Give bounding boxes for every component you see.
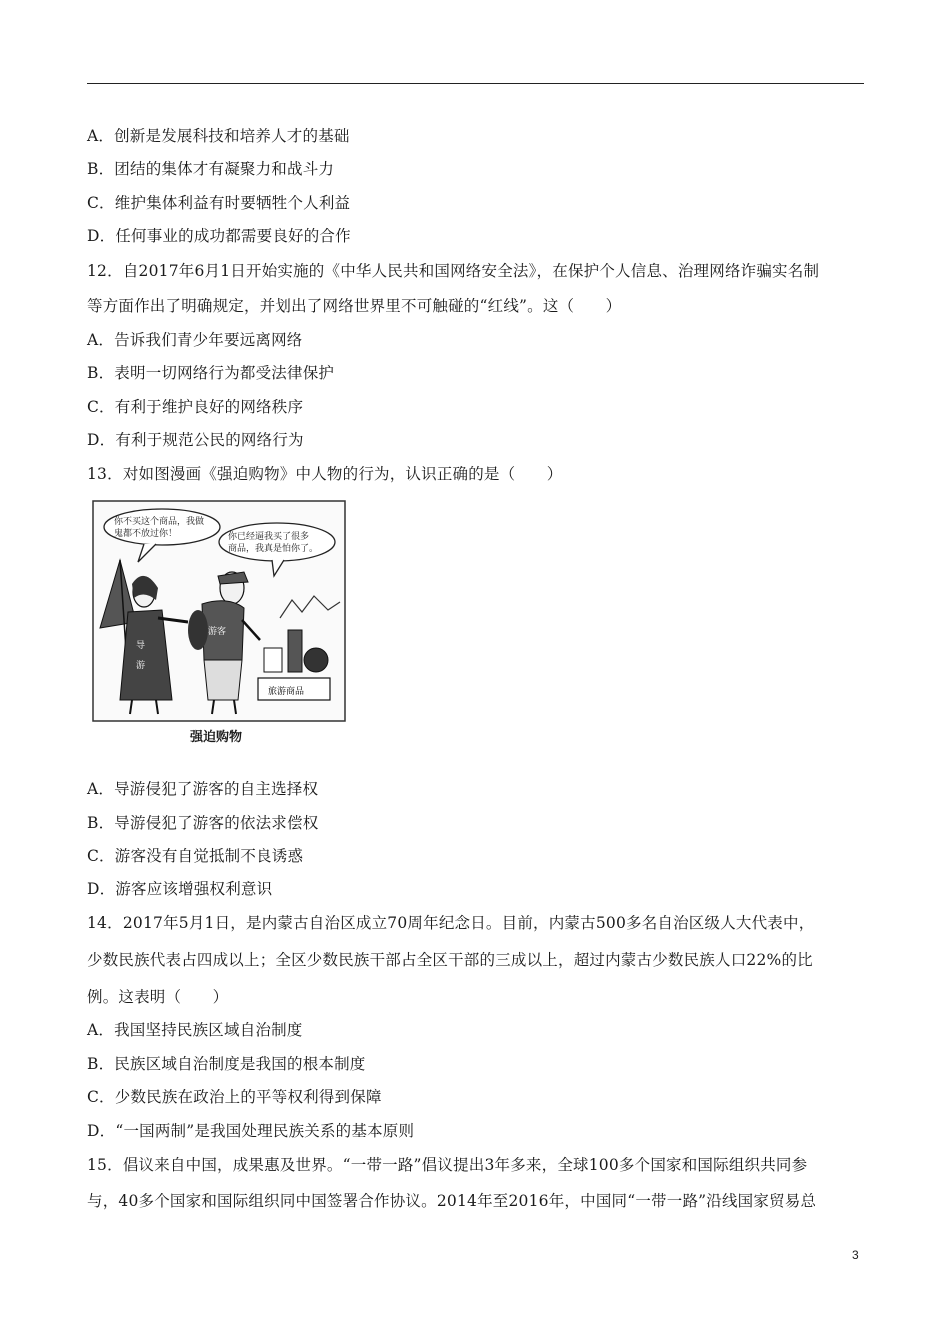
q12-option-c: C．有利于维护良好的网络秩序: [87, 398, 304, 416]
cartoon-forced-shopping: [92, 500, 346, 722]
q12-option-a: A．告诉我们青少年要远离网络: [87, 331, 303, 349]
q14-option-b: B．民族区域自治制度是我国的根本制度: [87, 1055, 366, 1073]
q11-option-c: C．维护集体利益有时要牺牲个人利益: [87, 194, 351, 212]
q11-option-a: A．创新是发展科技和培养人才的基础: [87, 127, 350, 145]
bubble-tourist-text-1: 你已经逼我买了很多: [228, 532, 310, 542]
page-number: 3: [852, 1248, 859, 1262]
q14-stem-line2: 少数民族代表占四成以上；全区少数民族干部占全区干部的三成以上，超过内蒙古少数民族人口22%的比: [87, 951, 813, 969]
tourist-label: 游客: [208, 627, 227, 637]
q15-stem-line1: 15．倡议来自中国，成果惠及世界。“一带一路”倡议提出3年多来，全球100多个国家和国际组织共同参: [87, 1156, 808, 1174]
q13-option-b: B．导游侵犯了游客的依法求偿权: [87, 814, 319, 832]
q12-option-d: D．有利于规范公民的网络行为: [87, 431, 304, 449]
q14-stem-line1: 14．2017年5月1日，是内蒙古自治区成立70周年纪念日。目前，内蒙古500多名自治区级人大代表中，: [87, 914, 815, 932]
bubble-guide-text-2: 鬼都不放过你！: [114, 529, 178, 539]
q14-option-d: D．“一国两制”是我国处理民族关系的基本原则: [87, 1122, 415, 1140]
q11-option-b: B．团结的集体才有凝聚力和战斗力: [87, 160, 335, 178]
q14-stem-line3: 例。这表明（ ）: [87, 988, 229, 1006]
q13-stem: 13．对如图漫画《强迫购物》中人物的行为，认识正确的是（ ）: [87, 465, 563, 483]
q13-option-a: A．导游侵犯了游客的自主选择权: [87, 780, 319, 798]
q13-option-c: C．游客没有自觉抵制不良诱惑: [87, 847, 304, 865]
q15-stem-line2: 与，40多个国家和国际组织同中国签署合作协议。2014年至2016年，中国同“一带一路”沿线国家贸易总: [87, 1192, 817, 1210]
bubble-guide-text-1: 你不买这个商品，我做: [114, 517, 205, 527]
guide-label-1: 导: [136, 641, 146, 651]
header-rule: [87, 83, 864, 84]
q13-option-d: D．游客应该增强权利意识: [87, 880, 273, 898]
goods-label: 旅游商品: [268, 687, 305, 697]
q12-stem-line2: 等方面作出了明确规定，并划出了网络世界里不可触碰的“红线”。这（ ）: [87, 297, 622, 315]
cartoon-caption: 强迫购物: [190, 730, 243, 745]
q14-option-a: A．我国坚持民族区域自治制度: [87, 1021, 303, 1039]
q12-option-b: B．表明一切网络行为都受法律保护: [87, 364, 335, 382]
bubble-tourist-text-2: 商品，我真是怕你了。: [228, 544, 319, 554]
q14-option-c: C．少数民族在政治上的平等权利得到保障: [87, 1088, 382, 1106]
guide-label-2: 游: [136, 661, 146, 671]
q11-option-d: D．任何事业的成功都需要良好的合作: [87, 227, 351, 245]
q12-stem-line1: 12．自2017年6月1日开始实施的《中华人民共和国网络安全法》，在保护个人信息、治理网络诈骗实名制: [87, 262, 820, 280]
